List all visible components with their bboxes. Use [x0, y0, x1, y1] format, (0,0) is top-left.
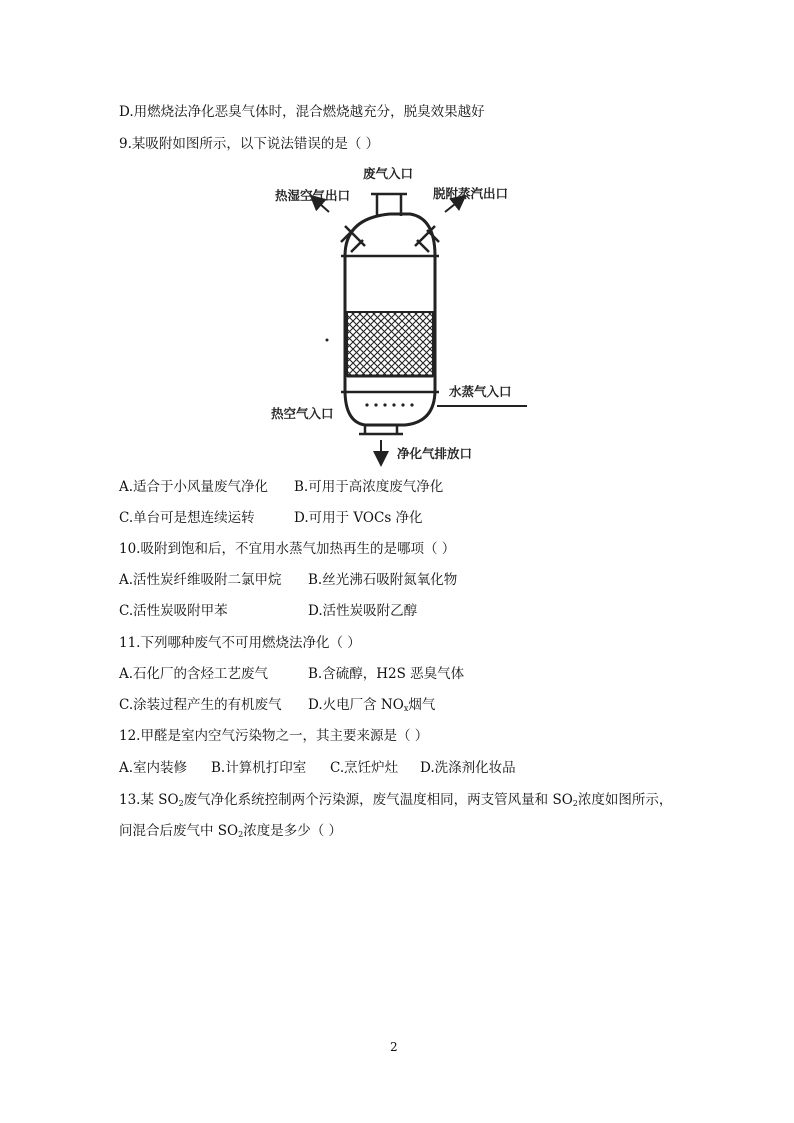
q9-option-b: B.可用于高浓度废气净化 [294, 479, 444, 495]
q11-stem: 11.下列哪种废气不可用燃烧法净化（ ） [119, 635, 361, 651]
label-hot-air-inlet: 热空气入口 [271, 406, 334, 421]
q9-stem: 9.某吸附如图所示，以下说法错误的是（ ） [119, 136, 380, 152]
q10-option-a: A.活性炭纤维吸附二氯甲烷 [119, 572, 282, 588]
q13-stem-line2: 问混合后废气中 $SO_2$浓度是多少（ ） [119, 823, 342, 839]
adsorber-diagram [255, 160, 545, 470]
q12-option-a: A.室内装修 [119, 760, 188, 776]
q10-option-d: D.活性炭吸附乙醇 [308, 603, 418, 619]
label-desorb-steam-outlet: 脱附蒸汽出口 [433, 186, 509, 201]
q12-option-c: C.烹饪炉灶 [330, 760, 399, 776]
q12-option-d: D.洗涤剂化妆品 [420, 760, 516, 776]
q12-option-b: B.计算机打印室 [211, 760, 307, 776]
q11-option-c: C.涂装过程产生的有机废气 [119, 697, 282, 713]
q9-option-a: A.适合于小风量废气净化 [119, 479, 269, 495]
q10-option-c: C.活性炭吸附甲苯 [119, 603, 228, 619]
adsorbent-bed [347, 312, 433, 376]
q10-option-b: B.丝光沸石吸附氮氧化物 [308, 572, 458, 588]
label-hot-humid-air-outlet: 热湿空气出口 [275, 188, 351, 203]
q11-option-a: A.石化厂的含烃工艺废气 [119, 666, 269, 682]
q10-stem: 10.吸附到饱和后，不宜用水蒸气加热再生的是哪项（ ） [119, 541, 456, 557]
q11-option-d: D.火电厂含 $NO_x$烟气 [308, 697, 436, 713]
q11-option-b: B.含硫醇，H2S 恶臭气体 [308, 666, 465, 682]
label-waste-gas-inlet: 废气入口 [363, 166, 414, 181]
q13-stem-line1: 13.某 $SO_2$废气净化系统控制两个污染源，废气温度相同，两支管风量和 $SO_2$浓度如图所示， [119, 792, 673, 808]
label-clean-gas-outlet: 净化气排放口 [397, 446, 473, 461]
label-steam-inlet: 水蒸气入口 [449, 384, 512, 399]
q8-option-d: D.用燃烧法净化恶臭气体时，混合燃烧越充分，脱臭效果越好 [119, 104, 485, 120]
steam-distributor [365, 403, 413, 406]
q9-option-d: D.可用于 VOCs 净化 [294, 510, 423, 526]
q9-option-c: C.单台可是想连续运转 [119, 510, 255, 526]
q12-stem: 12.甲醛是室内空气污染物之一，其主要来源是（ ） [119, 728, 429, 744]
page-number: 2 [390, 1040, 398, 1054]
